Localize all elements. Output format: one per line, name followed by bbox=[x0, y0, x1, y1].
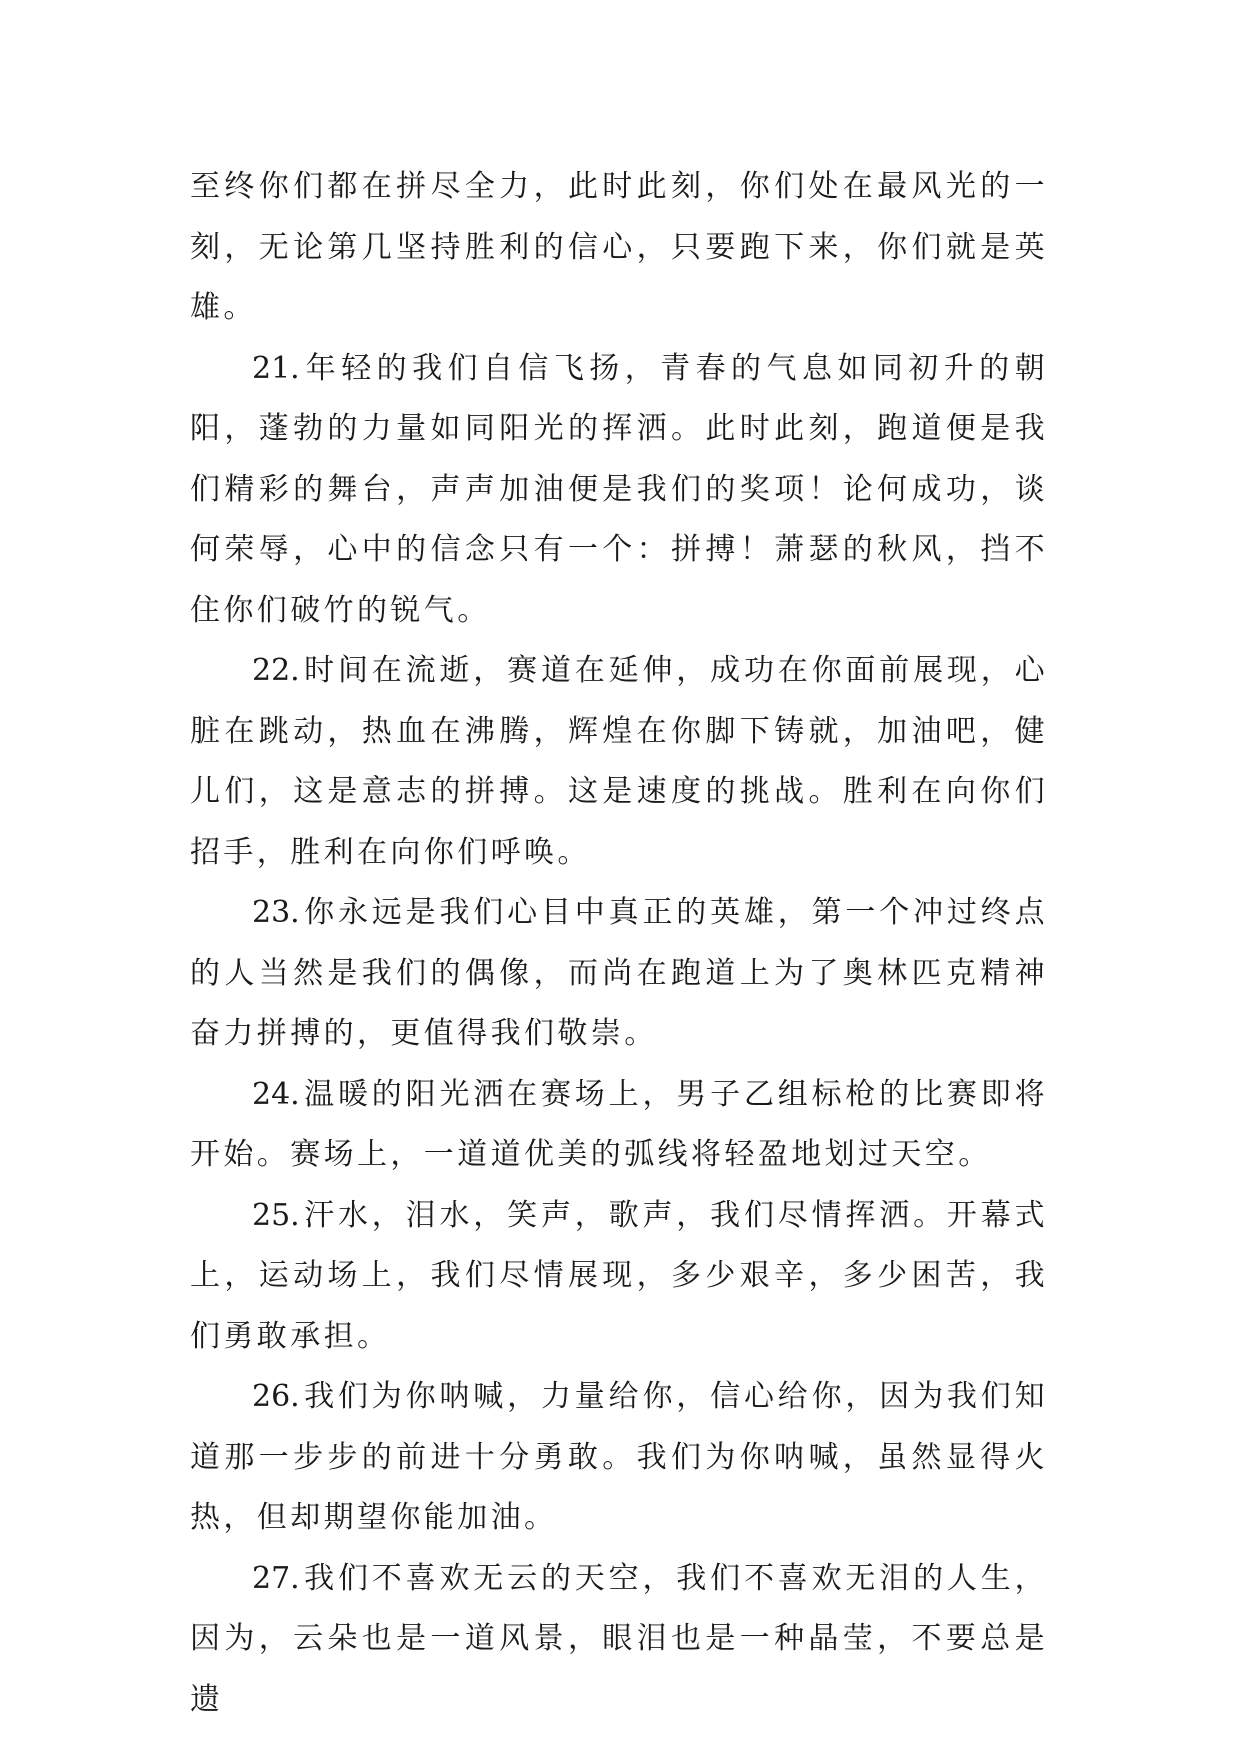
paragraph-text: 汗水，泪水，笑声，歌声，我们尽情挥洒。开幕式上，运动场上，我们尽情展现，多少艰辛，多少困苦，我们勇敢承担。 bbox=[190, 1197, 1048, 1354]
paragraph-27 bbox=[190, 1549, 1048, 1731]
paragraph-number: 23. bbox=[252, 895, 300, 930]
paragraph-text: 我们为你呐喊，力量给你，信心给你，因为我们知道那一步步的前进十分勇敢。我们为你呐喊，虽然显得火热，但却期望你能加油。 bbox=[190, 1379, 1048, 1535]
paragraph-text: 我们不喜欢无云的天空，我们不喜欢无泪的人生，因为，云朵也是一道风景，眼泪也是一种晶莹，不要总是遗 bbox=[190, 1560, 1048, 1717]
paragraph-22 bbox=[190, 641, 1048, 883]
paragraph-text: 年轻的我们自信飞扬，青春的气息如同初升的朝阳，蓬勃的力量如同阳光的挥洒。此时此刻，跑道便是我们精彩的舞台，声声加油便是我们的奖项！论何成功，谈何荣辱，心中的信念只有一个：拼搏！萧瑟的秋风，挡不住你们破竹的锐气。 bbox=[190, 350, 1048, 628]
paragraph-number: 22. bbox=[252, 653, 300, 688]
paragraph-text: 你永远是我们心目中真正的英雄，第一个冲过终点的人当然是我们的偶像，而尚在跑道上为了奥林匹克精神奋力拼搏的，更值得我们敬崇。 bbox=[190, 895, 1048, 1051]
paragraph-continuation bbox=[190, 157, 1048, 339]
paragraph-number: 21. bbox=[252, 350, 300, 386]
paragraph-24 bbox=[190, 1065, 1048, 1186]
paragraph-number: 24. bbox=[252, 1076, 300, 1112]
paragraph-23 bbox=[190, 883, 1048, 1065]
paragraph-number: 27. bbox=[252, 1560, 300, 1596]
paragraph-21 bbox=[190, 339, 1048, 642]
paragraph-text: 时间在流逝，赛道在延伸，成功在你面前展现，心脏在跳动，热血在沸腾，辉煌在你脚下铸就，加油吧，健儿们，这是意志的拼搏。这是速度的挑战。胜利在向你们招手，胜利在向你们呼唤。 bbox=[190, 653, 1048, 870]
paragraph-26 bbox=[190, 1367, 1048, 1549]
paragraph-number: 26. bbox=[252, 1379, 300, 1414]
paragraph-text: 温暖的阳光洒在赛场上，男子乙组标枪的比赛即将开始。赛场上，一道道优美的弧线将轻盈地划过天空。 bbox=[190, 1076, 1048, 1172]
document-page bbox=[190, 157, 1048, 1730]
paragraph-text: 至终你们都在拼尽全力，此时此刻，你们处在最风光的一刻，无论第几坚持胜利的信心，只要跑下来，你们就是英雄。 bbox=[190, 169, 1048, 325]
paragraph-25 bbox=[190, 1186, 1048, 1368]
paragraph-number: 25. bbox=[252, 1197, 300, 1233]
